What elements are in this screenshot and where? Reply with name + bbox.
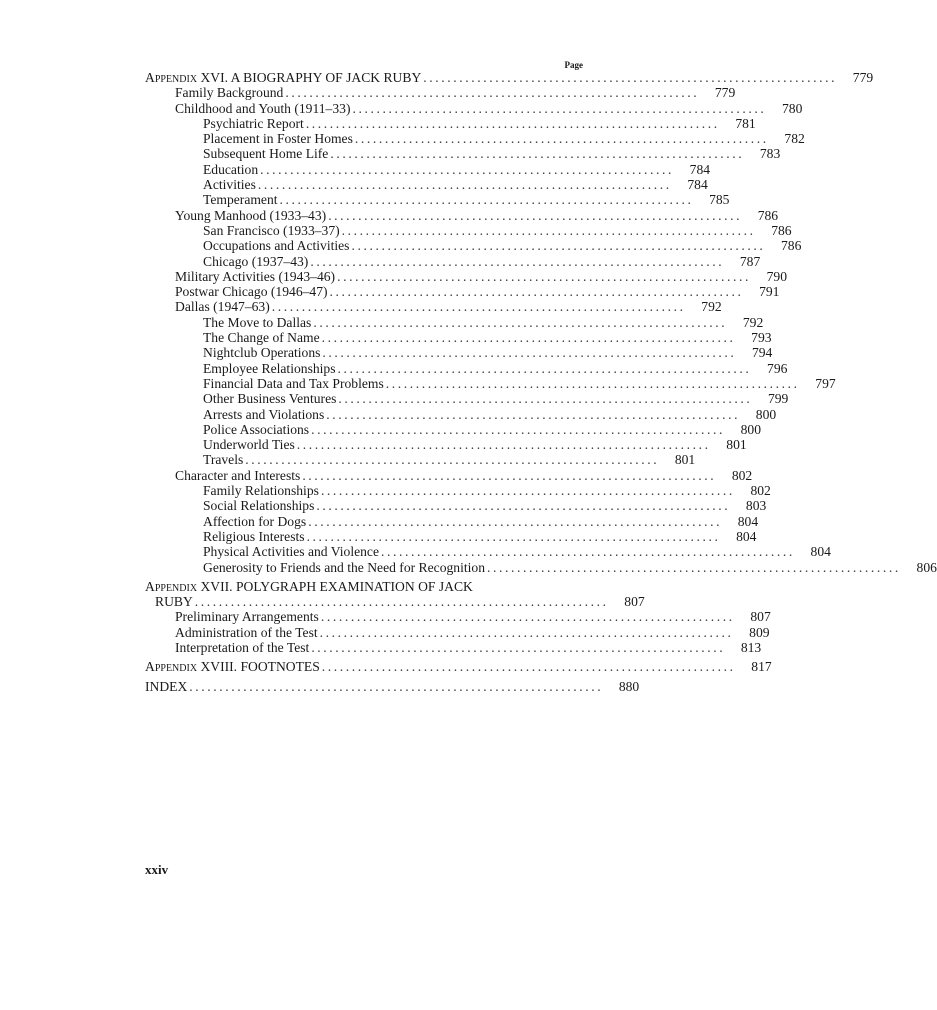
toc-entry-title: Nightclub Operations bbox=[203, 345, 321, 361]
toc-entry-page: 787 bbox=[739, 253, 761, 269]
toc-entry-page: 784 bbox=[687, 177, 708, 193]
toc-entry-label bbox=[203, 407, 324, 422]
toc-entry[interactable] bbox=[145, 85, 736, 101]
toc-entries bbox=[145, 70, 937, 694]
toc-entry[interactable] bbox=[145, 659, 772, 675]
toc-entry-title: Young Manhood (1933–43) bbox=[175, 207, 327, 223]
toc-entry-label bbox=[175, 468, 300, 483]
toc-entry-page: 807 bbox=[624, 594, 645, 610]
toc-entry-title: RUBY bbox=[155, 594, 193, 610]
toc-entry-title: Education bbox=[203, 161, 259, 177]
toc-entry-page: 809 bbox=[749, 624, 770, 640]
toc-entry-label bbox=[175, 299, 270, 314]
toc-entry[interactable] bbox=[145, 238, 802, 254]
toc-entry-label bbox=[203, 437, 295, 452]
toc-entry-page: 783 bbox=[759, 146, 781, 162]
dot-leader: ..................................................................... bbox=[189, 678, 604, 694]
toc-entry-label bbox=[145, 70, 421, 85]
toc-entry[interactable] bbox=[145, 360, 788, 376]
dot-leader: ..................................................................... bbox=[354, 131, 769, 147]
toc-entry-title: Preliminary Arrangements bbox=[175, 609, 319, 625]
toc-entry-label bbox=[203, 131, 353, 146]
toc-entry-title: XVI. A BIOGRAPHY OF JACK RUBY bbox=[200, 70, 422, 85]
dot-leader: ..................................................................... bbox=[311, 421, 726, 437]
toc-entry[interactable] bbox=[145, 192, 730, 208]
toc-entry-title: XVIII. FOOTNOTES bbox=[200, 659, 320, 675]
toc-entry-label bbox=[203, 452, 243, 467]
toc-entry-title: Childhood and Youth (1911–33) bbox=[175, 100, 351, 116]
dot-leader: ..................................................................... bbox=[285, 85, 700, 101]
toc-entry[interactable] bbox=[145, 177, 708, 193]
appendix-prefix: Appendix bbox=[145, 70, 198, 85]
toc-entry-page: 781 bbox=[735, 115, 756, 131]
toc-entry-title: Other Business Ventures bbox=[203, 391, 337, 407]
toc-entry[interactable] bbox=[145, 559, 937, 575]
toc-entry-label bbox=[155, 594, 193, 609]
toc-entry[interactable] bbox=[145, 467, 753, 483]
toc-entry[interactable] bbox=[145, 624, 770, 640]
toc-entry-label bbox=[145, 579, 473, 594]
toc-entry-title: Travels bbox=[203, 452, 244, 468]
toc-entry-page: 792 bbox=[742, 314, 764, 330]
toc-entry-title: Military Activities (1943–46) bbox=[175, 268, 336, 284]
toc-entry-label bbox=[203, 146, 328, 161]
toc-entry-label bbox=[175, 101, 350, 116]
toc-entry-title: INDEX bbox=[145, 678, 188, 694]
toc-entry[interactable] bbox=[145, 330, 772, 346]
toc-entry[interactable] bbox=[145, 146, 781, 162]
dot-leader: ..................................................................... bbox=[385, 375, 800, 391]
toc-entry-page: 804 bbox=[736, 528, 757, 544]
dot-leader: ..................................................................... bbox=[245, 452, 660, 468]
toc-entry[interactable] bbox=[145, 375, 836, 391]
toc-entry-page: 780 bbox=[782, 100, 803, 116]
dot-leader: ..................................................................... bbox=[308, 513, 723, 529]
dot-leader: ..................................................................... bbox=[313, 314, 728, 330]
toc-entry-page: 813 bbox=[740, 639, 762, 655]
dot-leader: ..................................................................... bbox=[271, 299, 686, 315]
toc-entry[interactable] bbox=[145, 284, 780, 300]
toc-entry-title: Generosity to Friends and the Need for Recognition bbox=[203, 559, 486, 575]
toc-entry[interactable] bbox=[145, 609, 771, 625]
toc-entry-title: Police Associations bbox=[203, 421, 310, 437]
toc-entry[interactable] bbox=[145, 161, 711, 177]
toc-entry-page: 779 bbox=[714, 85, 736, 101]
toc-entry-title: Interpretation of the Test bbox=[175, 639, 310, 655]
toc-entry[interactable] bbox=[145, 513, 759, 529]
table-of-contents bbox=[145, 60, 937, 694]
toc-entry-page: 880 bbox=[618, 678, 640, 694]
toc-entry-page: 804 bbox=[737, 513, 759, 529]
toc-entry-title: Administration of the Test bbox=[175, 624, 318, 640]
toc-entry-page: 782 bbox=[784, 131, 805, 147]
toc-entry-page: 804 bbox=[810, 544, 831, 560]
toc-entry-page: 779 bbox=[852, 70, 874, 85]
dot-leader: ..................................................................... bbox=[381, 544, 795, 560]
toc-entry-title: Family Relationships bbox=[203, 483, 319, 499]
dot-leader: ..................................................................... bbox=[328, 207, 743, 223]
toc-entry-title: Religious Interests bbox=[203, 528, 305, 544]
toc-entry-label bbox=[203, 483, 319, 498]
toc-entry-page: 793 bbox=[751, 330, 772, 346]
toc-entry[interactable] bbox=[145, 222, 792, 238]
toc-entry-label bbox=[203, 162, 258, 177]
toc-entry-page: 801 bbox=[726, 437, 747, 453]
dot-leader: ..................................................................... bbox=[487, 559, 901, 575]
toc-entry-label bbox=[175, 269, 335, 284]
page-column-label: Page bbox=[564, 60, 583, 70]
toc-entry-label bbox=[203, 422, 309, 437]
toc-entry-label bbox=[175, 609, 319, 624]
toc-entry-page: 807 bbox=[750, 609, 771, 625]
toc-entry[interactable] bbox=[145, 639, 762, 655]
toc-entry-page: 784 bbox=[689, 161, 711, 177]
toc-entry-page: 802 bbox=[731, 467, 753, 483]
dot-leader: ..................................................................... bbox=[320, 483, 735, 499]
toc-entry-title: Chicago (1937–43) bbox=[203, 253, 309, 269]
toc-entry-title: Social Relationships bbox=[203, 498, 315, 514]
toc-entry-page: 800 bbox=[755, 406, 777, 422]
toc-entry-title: Occupations and Activities bbox=[203, 238, 350, 254]
toc-entry[interactable] bbox=[145, 70, 874, 85]
toc-entry-page: 792 bbox=[701, 299, 722, 315]
toc-entry[interactable] bbox=[145, 345, 773, 361]
toc-entry-label bbox=[175, 625, 318, 640]
toc-entry-page: 786 bbox=[771, 222, 792, 238]
toc-entry-label bbox=[203, 345, 320, 360]
dot-leader: ..................................................................... bbox=[423, 70, 838, 85]
dot-leader: ..................................................................... bbox=[302, 467, 717, 483]
toc-entry-title: Employee Relationships bbox=[203, 360, 336, 376]
toc-entry[interactable] bbox=[145, 437, 747, 453]
dot-leader: ..................................................................... bbox=[319, 624, 734, 640]
toc-entry-title: San Francisco (1933–37) bbox=[203, 222, 340, 238]
toc-entry-label bbox=[203, 238, 349, 253]
toc-entry-title: The Move to Dallas bbox=[203, 314, 312, 330]
toc-entry-label bbox=[203, 254, 308, 269]
toc-entry-page: 800 bbox=[740, 421, 762, 437]
toc-entry-label bbox=[203, 560, 485, 575]
dot-leader: ..................................................................... bbox=[320, 609, 735, 625]
dot-leader: ..................................................................... bbox=[321, 330, 736, 346]
toc-entry-page: 791 bbox=[759, 284, 780, 300]
toc-entry-page: 796 bbox=[767, 360, 788, 376]
toc-entry-title: Temperament bbox=[203, 192, 278, 208]
toc-entry-label bbox=[175, 284, 328, 299]
dot-leader: ..................................................................... bbox=[260, 161, 675, 177]
dot-leader: ..................................................................... bbox=[337, 360, 752, 376]
toc-entry-label bbox=[175, 85, 283, 100]
toc-entry[interactable] bbox=[145, 421, 762, 437]
toc-entry[interactable] bbox=[145, 391, 789, 407]
toc-entry-label bbox=[203, 330, 320, 345]
toc-entry[interactable] bbox=[145, 528, 757, 544]
toc-entry[interactable] bbox=[145, 544, 831, 560]
appendix-prefix: Appendix bbox=[145, 578, 198, 594]
dot-leader: ..................................................................... bbox=[322, 345, 737, 361]
toc-entry-page: 790 bbox=[766, 268, 787, 284]
toc-entry-label bbox=[203, 529, 305, 544]
toc-entry-title: Arrests and Violations bbox=[203, 406, 325, 422]
toc-entry-title: The Change of Name bbox=[203, 330, 320, 346]
dot-leader: ..................................................................... bbox=[194, 594, 609, 610]
toc-entry[interactable] bbox=[145, 678, 640, 694]
dot-leader: ..................................................................... bbox=[311, 639, 726, 655]
toc-entry[interactable] bbox=[145, 579, 585, 594]
toc-entry-title: Subsequent Home Life bbox=[203, 146, 329, 162]
dot-leader: ..................................................................... bbox=[338, 391, 753, 407]
toc-entry-label bbox=[203, 376, 384, 391]
dot-leader: ..................................................................... bbox=[257, 177, 672, 193]
toc-entry-page: 786 bbox=[781, 238, 802, 254]
toc-entry[interactable] bbox=[145, 100, 803, 116]
toc-entry-label bbox=[203, 177, 256, 192]
dot-leader: ..................................................................... bbox=[330, 146, 745, 162]
toc-entry[interactable] bbox=[145, 131, 805, 147]
dot-leader: ..................................................................... bbox=[326, 406, 741, 422]
toc-entry[interactable] bbox=[145, 406, 777, 422]
toc-entry-page: 801 bbox=[674, 452, 696, 468]
dot-leader: ..................................................................... bbox=[306, 528, 721, 544]
toc-entry-title: Psychiatric Report bbox=[203, 115, 304, 131]
dot-leader: ..................................................................... bbox=[329, 284, 744, 300]
toc-entry-label bbox=[203, 116, 304, 131]
toc-entry-page: 797 bbox=[815, 375, 836, 391]
toc-entry-title: Character and Interests bbox=[175, 467, 301, 483]
toc-entry[interactable] bbox=[145, 253, 761, 269]
toc-entry-page: 786 bbox=[757, 207, 779, 223]
toc-entry-title: Underworld Ties bbox=[203, 437, 295, 453]
appendix-prefix: Appendix bbox=[145, 659, 198, 675]
dot-leader: ..................................................................... bbox=[305, 115, 720, 131]
toc-entry-label bbox=[203, 514, 306, 529]
toc-entry-label bbox=[203, 192, 278, 207]
toc-entry[interactable] bbox=[145, 483, 771, 499]
toc-entry[interactable] bbox=[145, 594, 645, 610]
toc-entry-page: 806 bbox=[916, 559, 937, 575]
toc-entry[interactable] bbox=[145, 314, 764, 330]
toc-entry-page: 785 bbox=[709, 192, 730, 208]
dot-leader: ..................................................................... bbox=[279, 192, 694, 208]
toc-entry-label bbox=[175, 640, 309, 655]
toc-entry-title: XVII. POLYGRAPH EXAMINATION OF JACK bbox=[200, 578, 473, 594]
toc-entry-label bbox=[203, 361, 336, 376]
dot-leader: ..................................................................... bbox=[321, 659, 736, 675]
toc-entry-page: 794 bbox=[751, 345, 773, 361]
toc-entry[interactable] bbox=[145, 299, 722, 315]
toc-entry-label bbox=[203, 223, 340, 238]
toc-entry[interactable] bbox=[145, 207, 779, 223]
toc-entry[interactable] bbox=[145, 452, 696, 468]
toc-entry-label bbox=[203, 315, 311, 330]
toc-entry-title: Activities bbox=[203, 177, 256, 193]
toc-entry-title: Affection for Dogs bbox=[203, 513, 307, 529]
dot-leader: ..................................................................... bbox=[352, 100, 767, 116]
toc-entry[interactable] bbox=[145, 498, 767, 514]
toc-entry-label bbox=[145, 679, 187, 694]
toc-entry-page: 803 bbox=[745, 498, 767, 514]
dot-leader: ..................................................................... bbox=[351, 238, 766, 254]
toc-entry-label bbox=[203, 391, 336, 406]
toc-entry-title: Postwar Chicago (1946–47) bbox=[175, 284, 328, 300]
toc-entry-title: Placement in Foster Homes bbox=[203, 131, 353, 147]
toc-entry-label bbox=[145, 659, 320, 674]
page-number: xxiv bbox=[145, 862, 169, 877]
toc-entry-label bbox=[203, 498, 314, 513]
toc-entry-title: Dallas (1947–63) bbox=[175, 299, 270, 315]
dot-leader: ..................................................................... bbox=[316, 498, 731, 514]
toc-entry-label bbox=[175, 208, 326, 223]
toc-entry-title: Family Background bbox=[175, 85, 284, 101]
dot-leader: ..................................................................... bbox=[296, 437, 711, 453]
toc-entry[interactable] bbox=[145, 115, 756, 131]
toc-entry-label bbox=[203, 544, 379, 559]
toc-entry-page: 817 bbox=[751, 659, 772, 675]
toc-entry[interactable] bbox=[145, 268, 787, 284]
dot-leader: ..................................................................... bbox=[337, 268, 751, 284]
toc-entry-page: 799 bbox=[767, 391, 789, 407]
toc-entry-page: 802 bbox=[750, 483, 771, 499]
dot-leader: ..................................................................... bbox=[310, 253, 725, 269]
toc-entry-title: Financial Data and Tax Problems bbox=[203, 375, 384, 391]
toc-entry-title: Physical Activities and Violence bbox=[203, 544, 379, 560]
dot-leader: ..................................................................... bbox=[341, 222, 756, 238]
